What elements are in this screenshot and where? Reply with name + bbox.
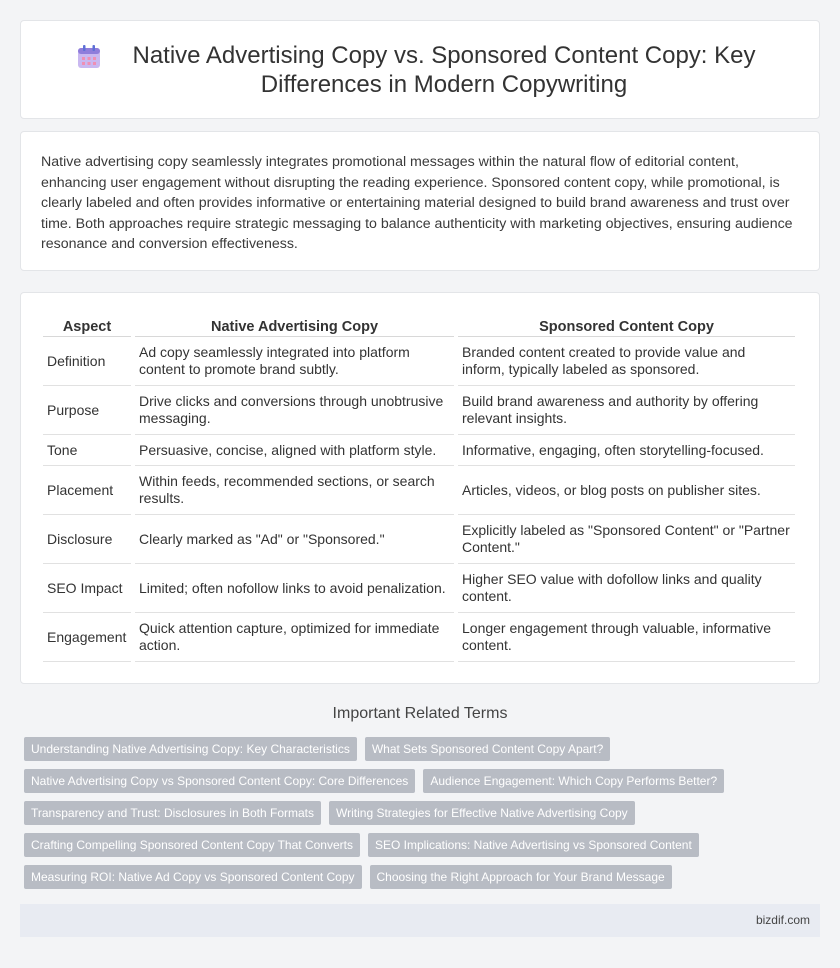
- related-term-tag[interactable]: Writing Strategies for Effective Native Advertising Copy: [329, 801, 635, 825]
- related-term-tag[interactable]: Choosing the Right Approach for Your Brand Message: [370, 865, 672, 889]
- related-terms-list: [24, 737, 824, 897]
- table-row: [43, 466, 795, 515]
- table-cell: Engagement: [43, 613, 131, 662]
- table-row: [43, 386, 795, 435]
- comparison-table: [39, 308, 799, 662]
- table-cell: Longer engagement through valuable, informative content.: [458, 613, 795, 662]
- table-cell: Persuasive, concise, aligned with platform style.: [135, 435, 454, 466]
- table-cell: Ad copy seamlessly integrated into platform content to promote brand subtly.: [135, 337, 454, 386]
- table-cell: Definition: [43, 337, 131, 386]
- table-cell: Explicitly labeled as "Sponsored Content" or "Partner Content.": [458, 515, 795, 564]
- table-cell: Clearly marked as "Ad" or "Sponsored.": [135, 515, 454, 564]
- related-term-tag[interactable]: What Sets Sponsored Content Copy Apart?: [365, 737, 610, 761]
- related-term-tag[interactable]: Transparency and Trust: Disclosures in Both Formats: [24, 801, 321, 825]
- table-cell: Limited; often nofollow links to avoid penalization.: [135, 564, 454, 613]
- table-header-row: [43, 308, 795, 337]
- page-title: Native Advertising Copy vs. Sponsored Content Copy: Key Differences in Modern Copywriting: [132, 41, 756, 98]
- column-header: Aspect: [43, 308, 131, 337]
- related-terms-title: Important Related Terms: [332, 705, 508, 722]
- table-row: [43, 435, 795, 466]
- table-row: [43, 564, 795, 613]
- comparison-card: [20, 292, 820, 684]
- table-cell: Higher SEO value with dofollow links and quality content.: [458, 564, 795, 613]
- related-term-tag[interactable]: SEO Implications: Native Advertising vs Sponsored Content: [368, 833, 699, 857]
- table-cell: Articles, videos, or blog posts on publisher sites.: [458, 466, 795, 515]
- intro-text: Native advertising copy seamlessly integrates promotional messages within the natural flow of editorial content, enhancing user engagement without disrupting the reading experience. Sponsored content copy, while promotional, is clearly labeled and often provides informative or entertaining material designed to build brand awareness and trust over time. Both approaches require strategic messaging to balance authenticity with marketing objectives, ensuring audience resonance and conversion effectiveness.: [41, 154, 793, 252]
- table-cell: Build brand awareness and authority by offering relevant insights.: [458, 386, 795, 435]
- table-cell: Disclosure: [43, 515, 131, 564]
- table-cell: Purpose: [43, 386, 131, 435]
- table-row: [43, 613, 795, 662]
- table-cell: Drive clicks and conversions through unobtrusive messaging.: [135, 386, 454, 435]
- header-card: [20, 20, 820, 119]
- table-cell: Quick attention capture, optimized for immediate action.: [135, 613, 454, 662]
- table-cell: Within feeds, recommended sections, or search results.: [135, 466, 454, 515]
- table-row: [43, 337, 795, 386]
- related-term-tag[interactable]: Audience Engagement: Which Copy Performs Better?: [423, 769, 724, 793]
- related-term-tag[interactable]: Native Advertising Copy vs Sponsored Content Copy: Core Differences: [24, 769, 415, 793]
- related-term-tag[interactable]: Measuring ROI: Native Ad Copy vs Sponsored Content Copy: [24, 865, 362, 889]
- related-term-tag[interactable]: Understanding Native Advertising Copy: Key Characteristics: [24, 737, 357, 761]
- table-cell: Tone: [43, 435, 131, 466]
- related-term-tag[interactable]: Crafting Compelling Sponsored Content Copy That Converts: [24, 833, 360, 857]
- footer-site-link[interactable]: bizdif.com: [755, 913, 810, 927]
- table-cell: SEO Impact: [43, 564, 131, 613]
- table-cell: Placement: [43, 466, 131, 515]
- footer: [20, 904, 820, 937]
- column-header: Native Advertising Copy: [135, 308, 454, 337]
- calendar-icon: [76, 44, 102, 70]
- table-row: [43, 515, 795, 564]
- intro-card: [20, 131, 820, 271]
- table-cell: Informative, engaging, often storytelling-focused.: [458, 435, 795, 466]
- table-cell: Branded content created to provide value and inform, typically labeled as sponsored.: [458, 337, 795, 386]
- column-header: Sponsored Content Copy: [458, 308, 795, 337]
